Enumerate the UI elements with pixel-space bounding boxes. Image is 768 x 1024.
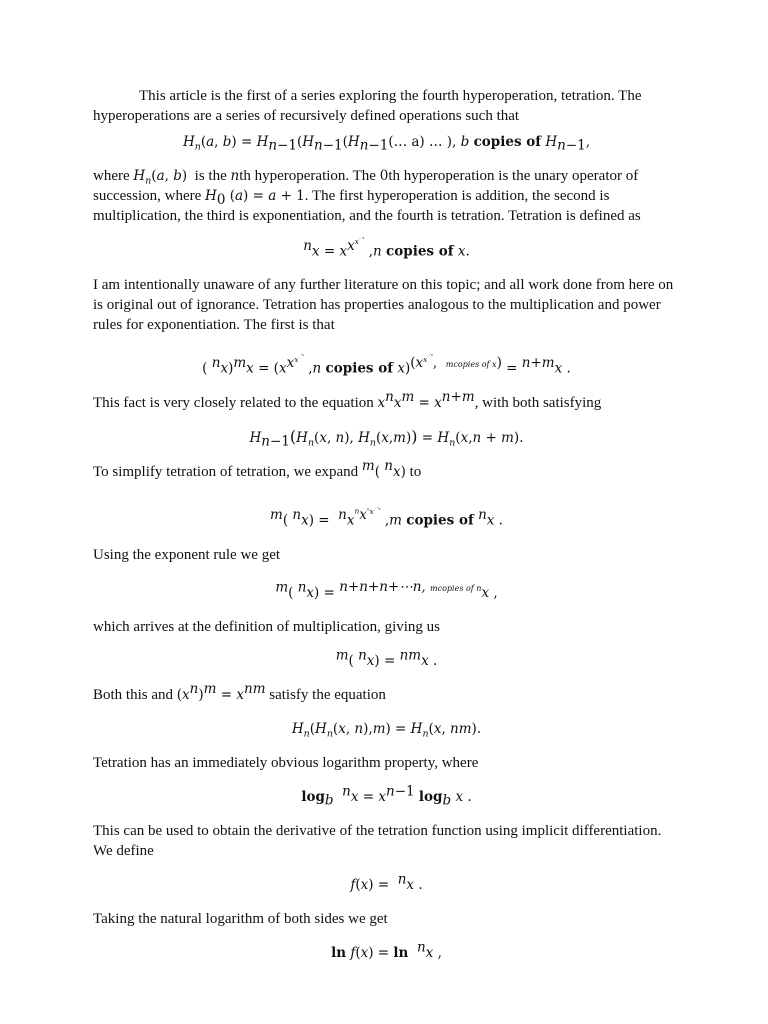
equation-tetration-multiplication: $^m$( $^n$x) = $^{nm}$x . — [335, 647, 438, 669]
paragraph-simplify-tetration: To simplify tetration of tetration, we expand $^m$( $^n$x) to — [93, 457, 422, 480]
equation-tetration-definition: $^nx = x^{x^{x^{⋰x}}}$ ,n copies of x. — [303, 236, 470, 260]
equation-tetration-of-tetration-expanded: $^m$( $^nx) = ^nx^{^nx^{^nx^{⋰^nx}}}$ ,m copies of $^n$x . — [270, 506, 503, 529]
paragraph-intro: This article is the first of a series exploring the fourth hyperoperation, tetration. The hyperoperations are a series of recursively defined operations such that — [93, 88, 642, 124]
paragraph-natural-log-intro: Taking the natural logarithm of both sides we get — [93, 910, 388, 927]
paragraph-hyperoperation-explanation: where $H_n(a$, b) is the nth hyperoperation. The 0th hyperoperation is the unary operator of succession, where $H_0$ (a) = a + 1. The first hyperoperation is addition, the second is multiplication, the third is exponentiation, and the fourth is tetration. Tetration is defined as — [93, 168, 641, 224]
equation-function-definition: f(x) = $^n$x . — [350, 871, 423, 893]
paragraph-exponent-rule: Using the exponent rule we get — [93, 546, 281, 563]
equation-hyperoperation-addition-property: $H_{n-1}(H_n(x$, n), $H_n(x,m)) = H_n(x,n + m)$. — [249, 426, 524, 450]
paragraph-derivative-intro: This can be used to obtain the derivative of the tetration function using implicit differentiation. We define — [93, 822, 662, 859]
equation-exponent-rule-sum: $^m$( $^n$x) = $^{n+n+n+\cdots n, mcopies of n}$x , — [275, 579, 498, 601]
paragraph-literature-note: I am intentionally unaware of any further literature on this topic; and all work done from here on is original out of ignorance. Tetration has properties analogous to the multiplication and power rules for exponentiation. The first is that — [93, 277, 674, 334]
equation-natural-log: ln f(x) = ln $^n$x , — [331, 939, 442, 961]
equation-tetration-logarithm: $\log_b ^nx = x^{n-1}$ $\log_b x$ . — [301, 783, 472, 809]
paragraph-power-rule-comparison: Both this and $(x^n)^m = x^{nm}$ satisfy the equation — [93, 680, 386, 703]
paragraph-multiplication-definition: which arrives at the definition of multiplication, giving us — [93, 618, 441, 635]
paragraph-logarithm-property: Tetration has an immediately obvious logarithm property, where — [93, 754, 479, 771]
equation-hyperoperation-definition: $H_n(a$, $b) = H_{n-1}(H_{n-1}(H_{n-1}(\dots$ a) … ), b copies of $H_{n-1}$, — [182, 134, 591, 154]
paragraph-related-equation: This fact is very closely related to the equation $x^nx^m = x^{n+m}$, with both satisfying — [93, 388, 602, 411]
equation-tetration-power-rule: ( $^nx)^mx = (x^{x^{x^{⋰x}}}$ ,n copies of x)$^{(x^{x^{⋰x}}, mcopies of x)}$ = $^{n+m}$x . — [202, 353, 571, 377]
equation-hyperoperation-multiplication-property: $H_n(H_n(x$, $n),m) = H_n(x$, nm). — [291, 720, 482, 740]
